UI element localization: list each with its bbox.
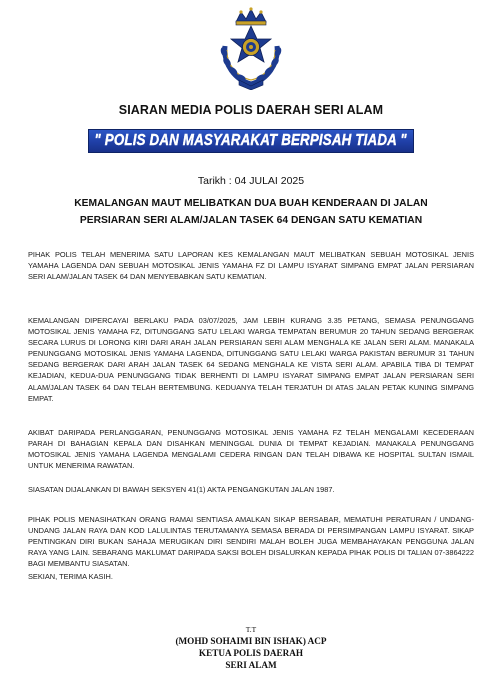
police-crest-icon: [209, 6, 293, 90]
paragraph-outcome: AKIBAT DARIPADA PERLANGGARAN, PENUNGGANG MOTOSIKAL JENIS YAMAHA FZ TELAH MENGALAMI KECEDERAAN PARAH DI BAHAGIAN KEPALA DAN DISAHKAN MENINGGAL DUNIA DI TEMPAT KEJADIAN. MANAKALA PENUNGGANG MOTOSIKAL JENIS YAMAHA LAGENDA MENGALAMI CEDERA RINGAN DAN TELAH DIBAWA KE HOSPITAL SULTAN ISMAIL UNTUK MENERIMA RAWATAN.: [28, 428, 474, 471]
paragraph-investigation: SIASATAN DIJALANKAN DI BAWAH SEKSYEN 41(1) AKTA PENGANGKUTAN JALAN 1987.: [28, 485, 335, 494]
headline-line-1: KEMALANGAN MAUT MELIBATKAN DUA BUAH KENDERAAN DI JALAN: [74, 198, 428, 209]
paragraph-incident: KEMALANGAN DIPERCAYAI BERLAKU PADA 03/07/2025, JAM LEBIH KURANG 3.35 PETANG, SEMASA PENUNGGANG MOTOSIKAL JENIS YAMAHA FZ, DITUNGGANG SATU LELAKI WARGA TEMPATAN BERUMUR 20 TAHUN SEDANG BERGERAK SECARA LURUS DI LORONG KIRI DARI ARAH JALAN PERSIARAN SERI ALAM MENGHALA KE JALAN SERI ALAM. MANAKALA PENUNGGANG MOTOSIKAL JENIS YAMAHA LAGENDA, DITUNGGANG SATU LELAKI WARGA PAKISTAN BERUMUR 31 TAHUN SEDANG BERGERAK DARI ARAH JALAN TASEK 64 SEDANG MENGHALA KE VISTA SERI ALAM. APABILA TIBA DI TEMPAT KEJADIAN, KEDUA-DUA PENUNGGANG TIDAK BERHENTI DI LAMPU ISYARAT SIMPANG EMPAT JALAN PERSIARAN SERI ALAM/JALAN TASEK 64 DAN TELAH BERTEMBUNG. KEDUANYA TELAH TERJATUH DI ATAS JALAN PETAK KUNING SIMPANG EMPAT.: [28, 316, 474, 403]
paragraph-closing: SEKIAN, TERIMA KASIH.: [28, 572, 113, 581]
motto-banner: [88, 129, 414, 153]
signature-tt: T.T: [245, 625, 257, 634]
signatory-district: SERI ALAM: [225, 660, 277, 671]
signatory-title: KETUA POLIS DAERAH: [198, 648, 304, 659]
paragraph-advice: PIHAK POLIS MENASIHATKAN ORANG RAMAI SENTIASA AMALKAN SIKAP BERSABAR, MEMATUHI PERATURAN / UNDANG-UNDANG JALAN RAYA DAN KOD LALULINTAS TERUTAMANYA SEMASA BERADA DI PERSIMPANGAN LAMPU ISYARAT. SIKAP PENTINGKAN DIRI BUKAN SAHAJA MERUGIKAN DIRI SENDIRI MALAH BOLEH JUGA MEMBAHAYAKAN PENGGUNA JALAN RAYA YANG LAIN. SEBARANG MAKLUMAT DARIPADA SAKSI BOLEH DISALURKAN KEPADA PIHAK POLIS DI TALIAN 07-3864222 BAGI MEMBANTU SIASATAN.: [28, 515, 474, 569]
headline: [24, 195, 478, 229]
paragraph-report: PIHAK POLIS TELAH MENERIMA SATU LAPORAN KES KEMALANGAN MAUT MELIBATKAN SEBUAH MOTOSIKAL JENIS YAMAHA LAGENDA DAN SEBUAH MOTOSIKAL JENIS YAMAHA FZ DI LAMPU ISYARAT SIMPANG EMPAT JALAN PERSIARAN SERI ALAM/JALAN TASEK 64 DAN MENYEBABKAN SATU KEMATIAN.: [28, 250, 474, 282]
signature-block: [0, 625, 502, 672]
org-title: SIARAN MEDIA POLIS DAERAH SERI ALAM: [118, 103, 384, 117]
motto-text: " POLIS DAN MASYARAKAT BERPISAH TIADA ": [94, 132, 408, 149]
signatory-name: (MOHD SOHAIMI BIN ISHAK) ACP: [175, 636, 327, 646]
headline-line-2: PERSIARAN SERI ALAM/JALAN TASEK 64 DENGAN SATU KEMATIAN: [79, 215, 423, 226]
date-line: Tarikh : 04 JULAI 2025: [197, 175, 305, 187]
